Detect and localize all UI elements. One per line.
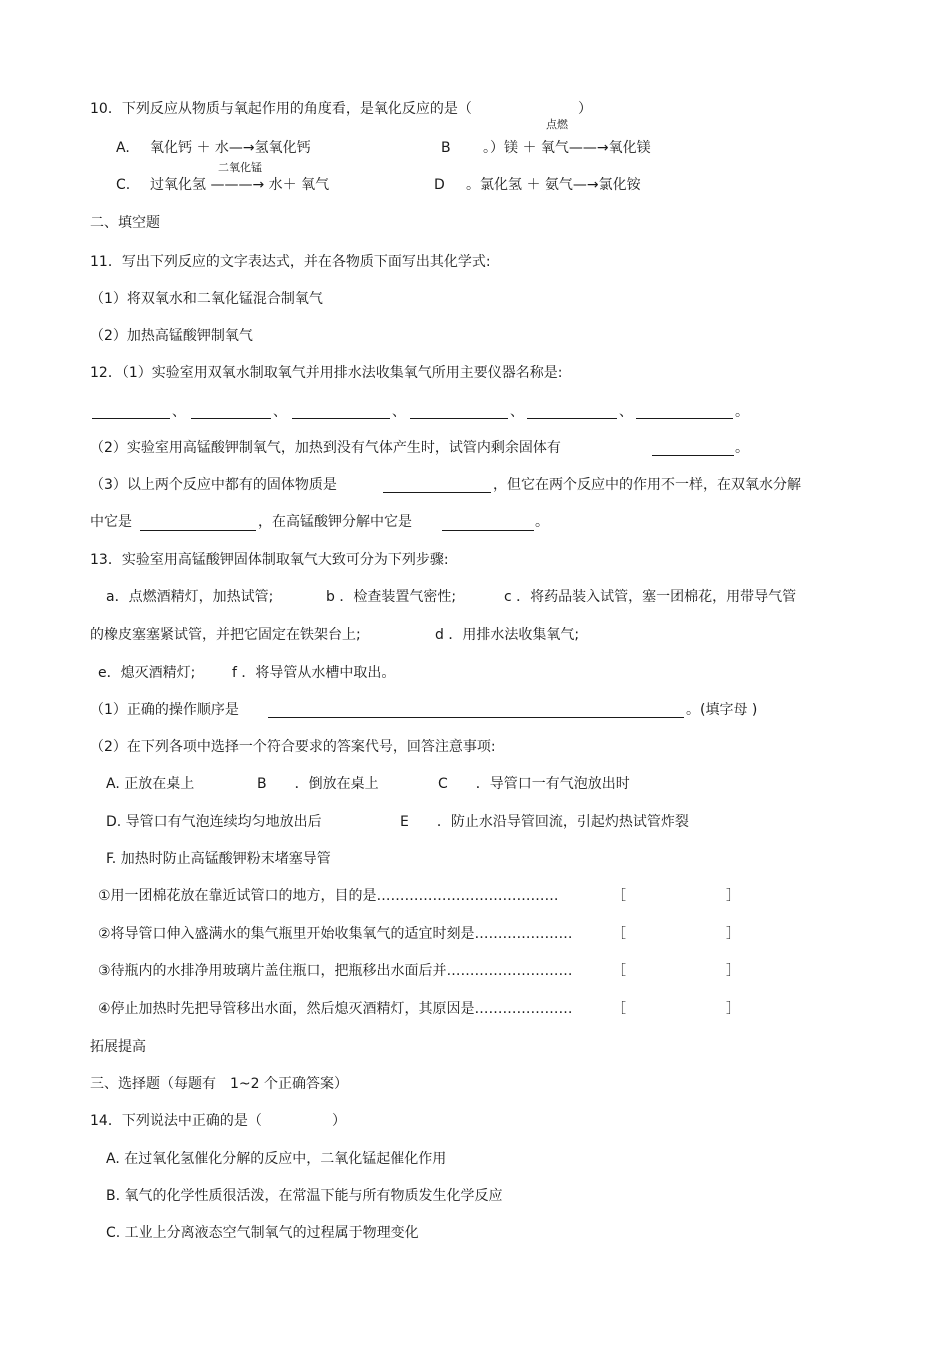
q11-stem: 11．写出下列反应的文字表达式，并在各物质下面写出其化学式:	[90, 254, 491, 270]
extend-heading: 拓展提高	[90, 1039, 146, 1055]
answer-bracket-open[interactable]: ［	[612, 1001, 626, 1017]
q12-p3-blank-2[interactable]	[140, 530, 256, 531]
q11-part-2: （2）加热高锰酸钾制氧气	[90, 328, 253, 344]
q14-option-a: A. 在过氧化氢催化分解的反应中，二氧化锰起催化作用	[106, 1151, 447, 1167]
q13-stem: 13．实验室用高锰酸钾固体制取氧气大致可分为下列步骤:	[90, 552, 449, 568]
q13-order-blank[interactable]	[268, 717, 684, 718]
q12-blank-4[interactable]	[410, 418, 508, 419]
q10-option-a-label: A.	[116, 140, 130, 156]
q10-stem-close: ）	[578, 101, 592, 117]
q10-c-condition: 二氧化锰	[218, 161, 262, 174]
answer-bracket-open[interactable]: ［	[612, 926, 626, 942]
answer-bracket-open[interactable]: ［	[612, 963, 626, 979]
q13-part-2: （2）在下列各项中选择一个符合要求的答案代号，回答注意事项:	[90, 739, 496, 755]
q13-option-a: A. 正放在桌上	[106, 776, 195, 792]
q14-stem: 14．下列说法中正确的是（	[90, 1113, 262, 1129]
q10-option-c: 过氧化氢 ———→ 水＋ 氧气	[150, 177, 330, 193]
q13-step-c-cont: 的橡皮塞塞紧试管，并把它固定在铁架台上;	[90, 627, 361, 643]
q13-step-d: d ．用排水法收集氧气;	[435, 627, 580, 643]
q13-item-3: ③待瓶内的水排净用玻璃片盖住瓶口，把瓶移出水面后并………………………	[98, 963, 573, 979]
q13-item-1: ①用一团棉花放在靠近试管口的地方，目的是…………………………………	[98, 888, 559, 904]
q12-part-3-line2b: ，在高锰酸钾分解中它是	[258, 514, 412, 530]
q10-b-condition: 点燃	[546, 118, 568, 131]
q13-part-1: （1）正确的操作顺序是	[90, 702, 239, 718]
q12-p2-blank[interactable]	[652, 455, 734, 456]
q12-blank-5[interactable]	[527, 418, 617, 419]
q14-option-c: C. 工业上分离液态空气制氧气的过程属于物理变化	[106, 1225, 419, 1241]
q13-option-b: B ．倒放在桌上	[257, 776, 379, 792]
q12-p3-blank-1[interactable]	[383, 492, 491, 493]
q12-end-mark: 。	[735, 404, 749, 420]
q11-part-1: （1）将双氧水和二氧化锰混合制氧气	[90, 291, 323, 307]
q10-option-c-label: C.	[116, 177, 131, 193]
q13-step-c: c ．将药品装入试管，塞一团棉花，用带导气管	[504, 589, 797, 605]
q12-part-2: （2）实验室用高锰酸钾制氧气，加热到没有气体产生时，试管内剩余固体有	[90, 440, 561, 456]
q12-part-3-cont: ，但它在两个反应中的作用不一样，在双氧水分解	[493, 477, 801, 493]
q12-separator: 、	[619, 404, 633, 420]
q14-option-b: B. 氧气的化学性质很活泼，在常温下能与所有物质发生化学反应	[106, 1188, 503, 1204]
q12-separator: 、	[510, 404, 524, 420]
answer-bracket-open[interactable]: ［	[612, 888, 626, 904]
q10-option-b: 。）镁 ＋ 氧气——→氧化镁	[483, 140, 651, 156]
section-fill-in-heading: 二、填空题	[90, 215, 160, 231]
answer-bracket-close: ］	[726, 926, 740, 942]
q13-item-4: ④停止加热时先把导管移出水面，然后熄灭酒精灯，其原因是…………………	[98, 1001, 573, 1017]
q13-step-f: f ．将导管从水槽中取出。	[232, 665, 396, 681]
q12-p3-blank-3[interactable]	[442, 530, 534, 531]
q12-part-3: （3）以上两个反应中都有的固体物质是	[90, 477, 337, 493]
answer-bracket-close: ］	[726, 1001, 740, 1017]
q13-option-e: E ．防止水沿导管回流，引起灼热试管炸裂	[400, 814, 689, 830]
q13-option-c: C ．导管口一有气泡放出时	[438, 776, 630, 792]
q13-option-d: D. 导管口有气泡连续均匀地放出后	[106, 814, 322, 830]
q12-blank-2[interactable]	[191, 418, 271, 419]
q13-item-2: ②将导管口伸入盛满水的集气瓶里开始收集氧气的适宜时刻是…………………	[98, 926, 573, 942]
q10-option-a: 氧化钙 ＋ 水—→氢氧化钙	[150, 140, 311, 156]
answer-bracket-close: ］	[726, 963, 740, 979]
q12-blank-3[interactable]	[292, 418, 390, 419]
answer-bracket-close: ］	[726, 888, 740, 904]
q12-stem: 12．（1）实验室用双氧水制取氧气并用排水法收集氧气所用主要仪器名称是:	[90, 365, 563, 381]
q10-option-d-label: D	[434, 177, 445, 193]
q12-separator: 、	[172, 404, 186, 420]
q14-stem-close: ）	[332, 1113, 346, 1129]
q13-step-e: e．熄灭酒精灯;	[98, 665, 196, 681]
q13-part-1-end: 。(填字母 )	[686, 702, 758, 718]
q12-blank-1[interactable]	[92, 418, 170, 419]
q13-step-b: b ．检查装置气密性;	[326, 589, 457, 605]
q12-end-mark: 。	[535, 514, 549, 530]
q10-option-b-label: B	[441, 140, 451, 156]
q12-blank-6[interactable]	[636, 418, 733, 419]
q13-option-f: F. 加热时防止高锰酸钾粉末堵塞导管	[106, 851, 331, 867]
section-choice-heading: 三、选择题（每题有 1~2 个正确答案）	[90, 1076, 348, 1092]
q12-part-3-line2: 中它是	[90, 514, 132, 530]
q10-stem: 10．下列反应从物质与氧起作用的角度看，是氧化反应的是（	[90, 101, 472, 117]
q12-separator: 、	[392, 404, 406, 420]
q12-separator: 、	[273, 404, 287, 420]
q10-option-d: 。氯化氢 ＋ 氨气—→氯化铵	[466, 177, 641, 193]
q12-end-mark: 。	[735, 440, 749, 456]
q13-step-a: a．点燃酒精灯，加热试管;	[106, 589, 274, 605]
